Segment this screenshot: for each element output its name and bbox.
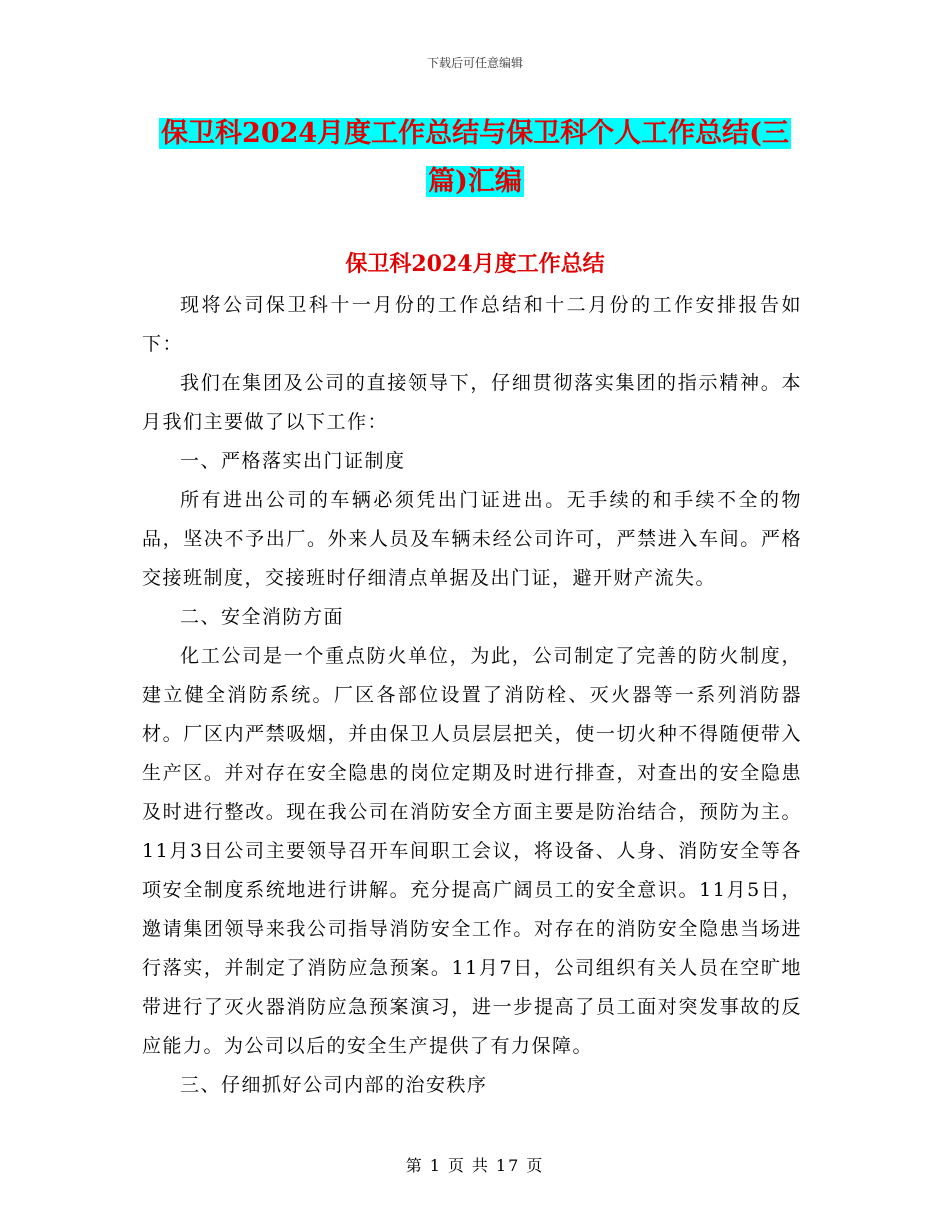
paragraph-intro: 现将公司保卫科十一月份的工作总结和十二月份的工作安排报告如下：	[142, 294, 802, 355]
heading-exit-pass: 一、严格落实出门证制度	[180, 450, 406, 472]
heading-internal-security: 三、仔细抓好公司内部的治安秩序	[180, 1074, 488, 1096]
document-body	[142, 286, 802, 1105]
document-title	[150, 110, 800, 206]
footer-page-number: 1	[429, 1156, 442, 1175]
title-line-2: 篇)汇编	[428, 166, 522, 197]
section-title: 保卫科2024月度工作总结	[345, 251, 605, 277]
page-footer	[0, 1153, 950, 1176]
paragraph-exit-pass: 所有进出公司的车辆必须凭出门证进出。无手续的和手续不全的物品，坚决不予出厂。外来人员及车辆未经公司许可，严禁进入车间。严格交接班制度，交接班时仔细清点单据及出门证，避开财产流失。	[142, 489, 802, 589]
paragraph-leadership: 我们在集团及公司的直接领导下，仔细贯彻落实集团的指示精神。本月我们主要做了以下工作：	[142, 372, 802, 433]
header-note: 下载后可任意编辑	[426, 56, 523, 70]
footer-suffix: 页	[526, 1156, 545, 1175]
heading-fire-safety: 二、安全消防方面	[180, 606, 345, 628]
footer-total-pages: 17	[495, 1156, 521, 1175]
footer-page-label: 页	[447, 1156, 466, 1175]
footer-total-label: 共	[471, 1156, 490, 1175]
title-line-1: 保卫科2024月度工作总结与保卫科个人工作总结(三	[161, 118, 789, 149]
paragraph-fire-safety: 化工公司是一个重点防火单位，为此，公司制定了完善的防火制度，建立健全消防系统。厂区各部位设置了消防栓、灭火器等一系列消防器材。厂区内严禁吸烟，并由保卫人员层层把关，使一切火种不得随便带入生产区。并对存在安全隐患的岗位定期及时进行排查，对查出的安全隐患及时进行整改。现在我公司在消防安全方面主要是防治结合，预防为主。11月3日公司主要领导召开车间职工会议，将设备、人身、消防安全等各项安全制度系统地进行讲解。充分提高广阔员工的安全意识。11月5日，邀请集团领导来我公司指导消防安全工作。对存在的消防安全隐患当场进行落实，并制定了消防应急预案。11月7日，公司组织有关人员在空旷地带进行了灭火器消防应急预案演习，进一步提高了员工面对突发事故的反应能力。为公司以后的安全生产提供了有力保障。	[142, 645, 802, 1057]
footer-prefix: 第	[405, 1156, 424, 1175]
